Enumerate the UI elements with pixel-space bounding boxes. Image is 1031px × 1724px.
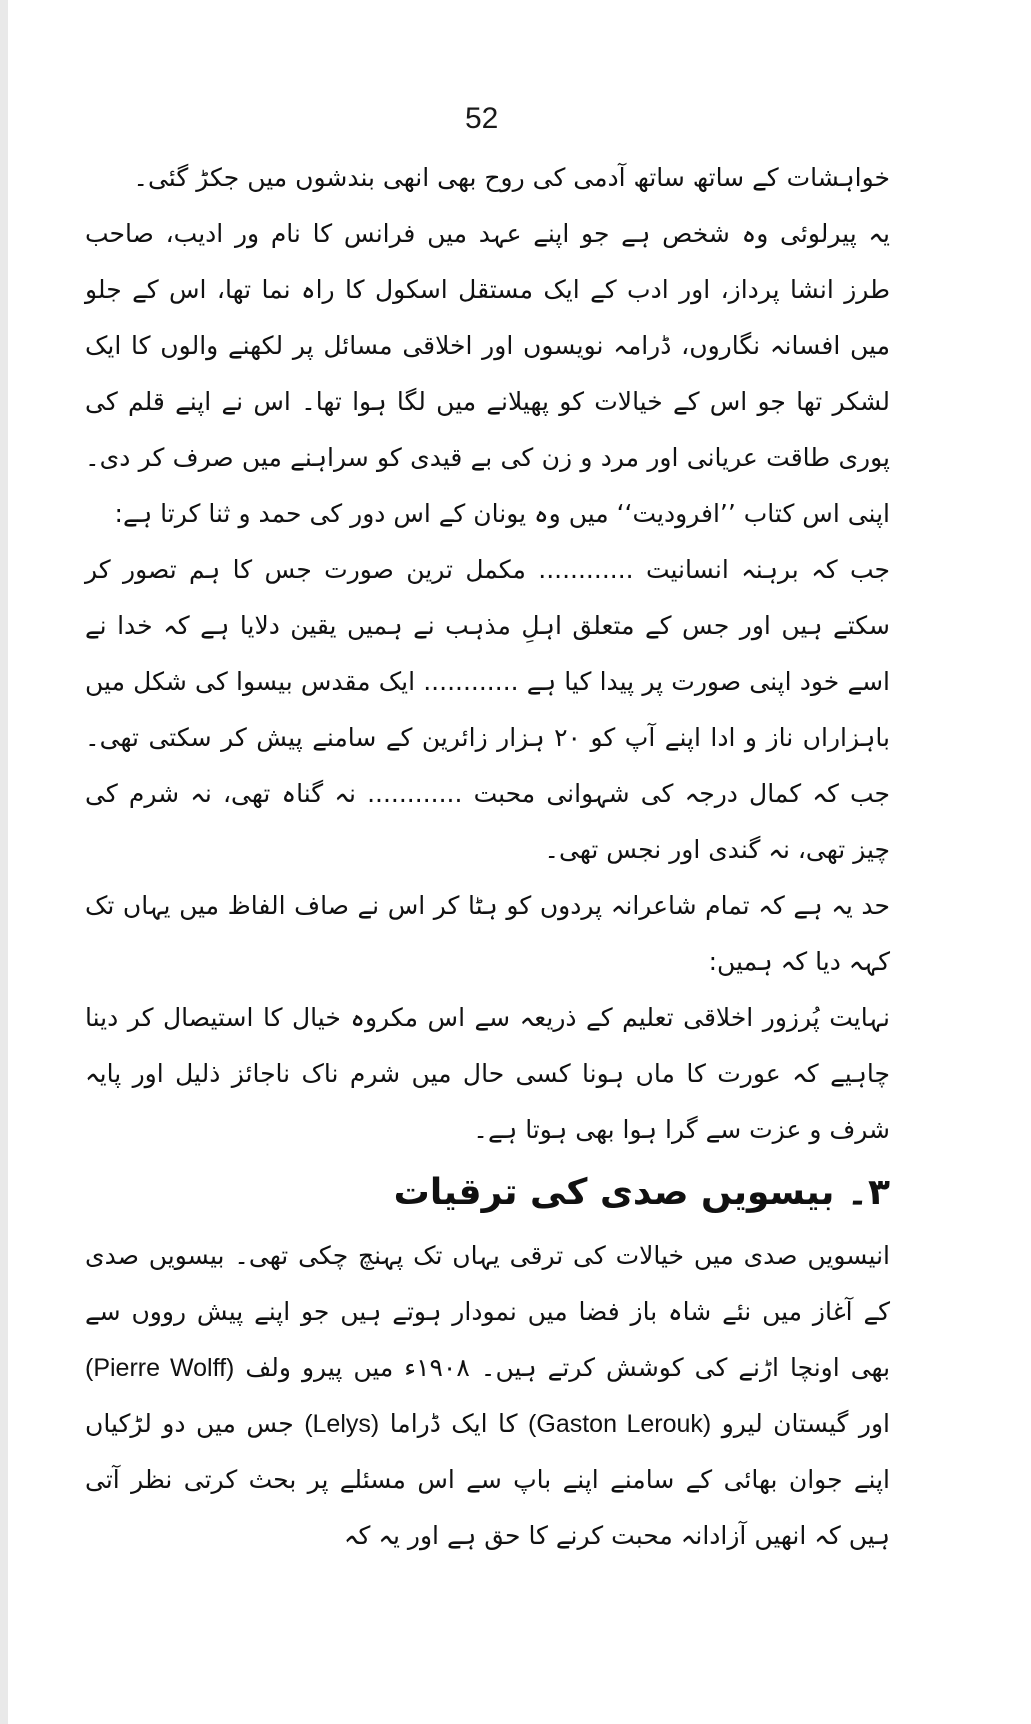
page-number: 52	[465, 102, 499, 135]
paragraph	[85, 1228, 890, 1564]
latin-name: (Pierre Wolff)	[85, 1354, 235, 1382]
block-quote: جب کہ برہنہ انسانیت ............ مکمل ترین صورت جس کا ہم تصور کر سکتے ہیں اور جس کے متعلق اہلِ مذہب نے ہمیں یقین دلایا ہے کہ خدا نے اسے خود اپنی صورت پر پیدا کیا ہے ............ ایک مقدس بیسوا کی شکل میں باہزاراں ناز و ادا اپنے آپ کو ۲۰ ہزار زائرین کے سامنے پیش کر سکتی تھی۔ جب کہ کمال درجہ کی شہوانی محبت ............ نہ گناہ تھی، نہ شرم کی چیز تھی، نہ گندی اور نجس تھی۔	[85, 555, 890, 864]
paragraph-text: اور گیستان لیرو	[721, 1409, 891, 1438]
latin-name: (Gaston Lerouk)	[528, 1410, 712, 1438]
body-text	[85, 150, 890, 1564]
section-heading: ۳۔ بیسویں صدی کی ترقیات	[393, 1172, 890, 1213]
paragraph-text: جس میں دو لڑکیاں اپنے جوان بھائی کے سامنے اپنے باپ سے اس مسئلے پر بحث کرتی نظر آتی ہیں کہ انھیں آزادانہ محبت کرنے کا حق ہے اور یہ کہ	[85, 1409, 890, 1550]
paragraph: حد یہ ہے کہ تمام شاعرانہ پردوں کو ہٹا کر اس نے صاف الفاظ میں یہاں تک کہہ دیا کہ ہمیں:	[85, 891, 890, 976]
paragraph: خواہشات کے ساتھ ساتھ آدمی کی روح بھی انھی بندشوں میں جکڑ گئی۔	[133, 163, 890, 192]
paragraph: یہ پیرلوئی وہ شخص ہے جو اپنے عہد میں فرانس کا نام ور ادیب، صاحب طرز انشا پرداز، اور ادب کے ایک مستقل اسکول کا راہ نما تھا، اس کے جلو میں افسانہ نگاروں، ڈرامہ نویسوں اور اخلاقی مسائل پر لکھنے والوں کا ایک لشکر تھا جو اس کے خیالات کو پھیلانے میں لگا ہوا تھا۔ اس نے اپنے قلم کی پوری طاقت عریانی اور مرد و زن کی بے قیدی کو سراہنے میں صرف کر دی۔ اپنی اس کتاب ’’افرودیت‘‘ میں وہ یونان کے اس دور کی حمد و ثنا کرتا ہے:	[85, 219, 890, 528]
paragraph-text: انیسویں صدی میں خیالات کی ترقی یہاں تک پہنچ چکی تھی۔ بیسویں صدی کے آغاز میں نئے شاہ باز فضا میں نمودار ہوتے ہیں جو اپنے پیش رووں سے بھی اونچا اڑنے کی کوشش کرتے ہیں۔ ۱۹۰۸ء میں پیرو ولف	[85, 1241, 891, 1382]
latin-name: (Lelys)	[304, 1410, 380, 1438]
page-edge	[0, 0, 8, 1724]
block-quote: نہایت پُرزور اخلاقی تعلیم کے ذریعہ سے اس مکروہ خیال کا استیصال کر دینا چاہیے کہ عورت کا ماں ہونا کسی حال میں شرم ناک ناجائز ذلیل اور پایہ شرف و عزت سے گرا ہوا بھی ہوتا ہے۔	[85, 1003, 890, 1144]
paragraph-text: کا ایک ڈراما	[389, 1409, 518, 1438]
